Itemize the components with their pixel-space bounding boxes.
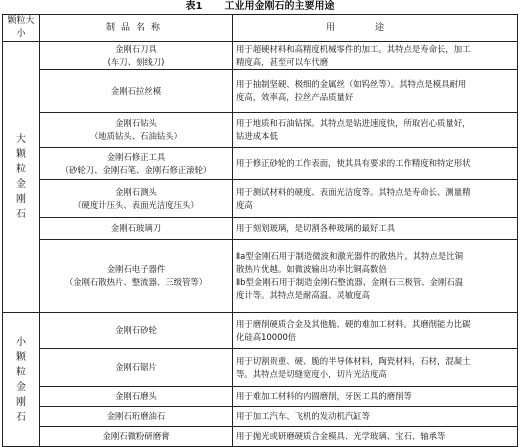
- product-use: 用于加工汽车、飞机的发动机汽缸等: [233, 407, 518, 427]
- table-number: 表1: [185, 1, 203, 12]
- table-row: [3, 42, 518, 70]
- table-row: [3, 148, 518, 180]
- product-name: 金刚石刀具 (车刀、刻线刀): [40, 42, 233, 70]
- table-row: [3, 313, 518, 349]
- product-use: 用于超硬材料和高精度机械零件的加工。其特点是寿命长，加工 精度高，甚至可以车代磨: [233, 42, 518, 70]
- table-row: [3, 180, 518, 218]
- product-name: 金刚石砂轮: [40, 313, 233, 349]
- table-row: [3, 70, 518, 113]
- product-use: 用于刻划玻璃，是切割各种玻璃的最好工具: [233, 218, 518, 240]
- product-name: 金刚石修正工具 （砂轮刀、金刚石笔、金刚石修正滚轮）: [40, 148, 233, 180]
- product-use: 用于磨削硬质合金及其他脆、硬的难加工材料。其磨削能力比碳 化硅高10000倍: [233, 313, 518, 349]
- header-name: 制品名称: [40, 15, 233, 42]
- header-row: [3, 15, 518, 42]
- table-caption: [0, 0, 520, 13]
- category-small-grain: 小 颗 粒 金 刚 石: [3, 313, 40, 447]
- product-name: 金刚石电子器件 （金刚石散热片、整流器、三级管等）: [40, 240, 233, 313]
- product-use: 用于地质和石油钻探。其特点是钻进速度快，所取岩心质量好， 钻进成本低: [233, 113, 518, 148]
- product-use: 用于抽制坚硬、极细的金属丝（如钨丝等）。其特点是模具耐用 度高，效率高，拉丝产品质量好: [233, 70, 518, 113]
- product-name: 金刚石珩磨油石: [40, 407, 233, 427]
- header-use: 用途: [233, 15, 518, 42]
- table-row: [3, 427, 518, 447]
- diamond-uses-table: [2, 14, 518, 447]
- product-use: 用于抛光或研磨硬质合金模具、光学玻璃、宝石、轴承等: [233, 427, 518, 447]
- header-size: 颗粒大小: [3, 15, 40, 42]
- product-name: 金刚石磨头: [40, 387, 233, 407]
- table-title: 工业用金刚石的主要用途: [224, 1, 335, 12]
- product-name: 金刚石锯片: [40, 349, 233, 387]
- product-use: 用于修正砂轮的工作表面，使其具有要求的工作精度和特定形状: [233, 148, 518, 180]
- table-row: [3, 387, 518, 407]
- product-name: 金刚石微粉研磨膏: [40, 427, 233, 447]
- product-use: 用于切割贵重、硬、脆的半导体材料，陶瓷材料，石材，混凝土 等。其特点是切缝宽度小，切片光洁度高: [233, 349, 518, 387]
- product-use: Ⅱa型金刚石用于制造微波和激光器件的散热片。其特点是比铜 散热片优越。如微波输出功率比铜高数倍 Ⅱb型金刚石用于制造金刚石整流器、金刚石三极管、金刚石温 度计等。其特点是耐高温、灵敏度高: [233, 240, 518, 313]
- product-use: 用于测试材料的硬度、表面光洁度等。其特点是寿命长、测量精 度高: [233, 180, 518, 218]
- table-row: [3, 113, 518, 148]
- table-row: [3, 240, 518, 313]
- product-use: 用于难加工材料的内圆磨削，牙医工具的磨削等: [233, 387, 518, 407]
- category-large-grain: 大 颗 粒 金 刚 石: [3, 42, 40, 313]
- table-row: [3, 349, 518, 387]
- product-name: 金刚石玻璃刀: [40, 218, 233, 240]
- product-name: 金刚石测头 （硬度计压头、表面光洁度压头）: [40, 180, 233, 218]
- table-row: [3, 407, 518, 427]
- product-name: 金刚石钻头 （地质钻头、石油钻头）: [40, 113, 233, 148]
- table-row: [3, 218, 518, 240]
- product-name: 金刚石拉丝模: [40, 70, 233, 113]
